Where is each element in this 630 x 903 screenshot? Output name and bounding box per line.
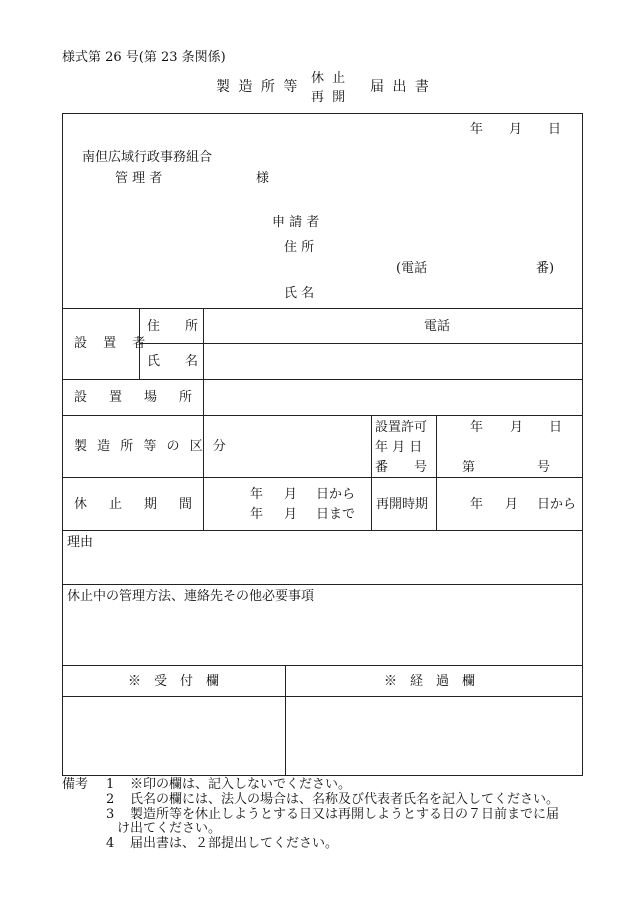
form-title-suspend: 休 止 <box>311 71 348 86</box>
reason-label: 理由 <box>67 535 94 550</box>
note-text: け出てください。 <box>117 821 222 836</box>
installer-address-label-2: 所 <box>185 319 199 334</box>
note-number: 2 <box>106 792 115 807</box>
note-number: 3 <box>106 807 115 822</box>
rule <box>62 308 583 309</box>
permit-number-prefix: 第 <box>462 460 476 475</box>
permit-label-3: 番 号 <box>375 460 428 475</box>
resume-month: 月 <box>505 497 519 512</box>
rule <box>139 343 583 344</box>
installer-name-label-2: 名 <box>185 354 199 369</box>
progress-header: ※ 経 過 欄 <box>384 674 476 689</box>
rule <box>285 665 286 776</box>
suspend-to-year: 年 <box>250 507 264 522</box>
rule <box>203 308 204 530</box>
note-text: 届出書は、２部提出してください。 <box>130 836 339 851</box>
location-label-3: 場 <box>144 390 158 405</box>
installer-address-label-1: 住 <box>147 319 161 334</box>
resume-label: 再開時期 <box>376 497 429 512</box>
rule <box>371 415 372 530</box>
note-text: 製造所等を休止しようとする日又は再開しようとする日の７日前までに届 <box>130 807 560 822</box>
rule <box>62 415 583 416</box>
applicant-address-label: 住 所 <box>284 240 315 255</box>
form-title-resume: 再 開 <box>311 90 348 105</box>
suspend-label-2: 止 <box>109 497 123 512</box>
installer-name-label-1: 氏 <box>147 354 161 369</box>
category-label: 製 造 所 等 の 区 分 <box>74 439 229 454</box>
note-number: 4 <box>106 836 115 851</box>
management-label: 休止中の管理方法、連絡先その他必要事項 <box>67 589 315 604</box>
applicant-phone-open: (電話 <box>396 261 428 276</box>
rule <box>62 379 583 380</box>
applicant-name-label: 氏 名 <box>284 286 315 301</box>
applicant-label: 申 請 者 <box>272 215 320 230</box>
date-year: 年 <box>470 122 484 137</box>
applicant-phone-close: 番) <box>536 261 555 276</box>
suspend-to-month: 月 <box>284 507 298 522</box>
addressee-org: 南但広域行政事務組合 <box>82 150 213 165</box>
location-label-2: 置 <box>109 390 123 405</box>
note-text: 氏名の欄には、法人の場合は、名称及び代表者氏名を記入してください。 <box>130 792 560 807</box>
suspend-label-4: 間 <box>179 497 193 512</box>
location-label-1: 設 <box>74 390 88 405</box>
note-number: 1 <box>106 777 115 792</box>
form-title-right: 届 出 書 <box>370 79 431 95</box>
reception-header: ※ 受 付 欄 <box>128 674 220 689</box>
suspend-label-1: 休 <box>74 497 88 512</box>
addressee-title: 管 理 者 <box>115 171 163 186</box>
suspend-from-day: 日から <box>316 487 356 502</box>
suspend-to-day: 日まで <box>316 507 356 522</box>
suspend-from-month: 月 <box>284 487 298 502</box>
date-day: 日 <box>548 122 562 137</box>
rule <box>62 584 583 585</box>
permit-label-1: 設置許可 <box>375 420 428 435</box>
location-label-4: 所 <box>179 390 193 405</box>
permit-month: 月 <box>510 420 524 435</box>
form-number: 様式第 26 号(第 23 条関係) <box>62 50 226 65</box>
note-text: ※印の欄は、記入しないでください。 <box>130 777 352 792</box>
addressee-honorific: 様 <box>256 171 270 186</box>
permit-day: 日 <box>549 420 563 435</box>
rule <box>62 696 583 697</box>
suspend-label-3: 期 <box>144 497 158 512</box>
form-title-left: 製 造 所 等 <box>216 79 300 95</box>
installer-label: 設 置 者 <box>74 336 152 351</box>
rule <box>62 477 583 478</box>
resume-day: 日から <box>537 497 577 512</box>
rule <box>62 665 583 666</box>
notes-heading: 備考 <box>62 777 89 792</box>
date-month: 月 <box>509 122 523 137</box>
rule <box>436 415 437 530</box>
rule <box>62 530 583 531</box>
installer-phone-label: 電話 <box>424 319 451 334</box>
permit-label-2: 年 月 日 <box>375 440 423 455</box>
suspend-from-year: 年 <box>250 487 264 502</box>
permit-year: 年 <box>470 420 484 435</box>
resume-year: 年 <box>470 497 484 512</box>
permit-number-suffix: 号 <box>537 460 551 475</box>
